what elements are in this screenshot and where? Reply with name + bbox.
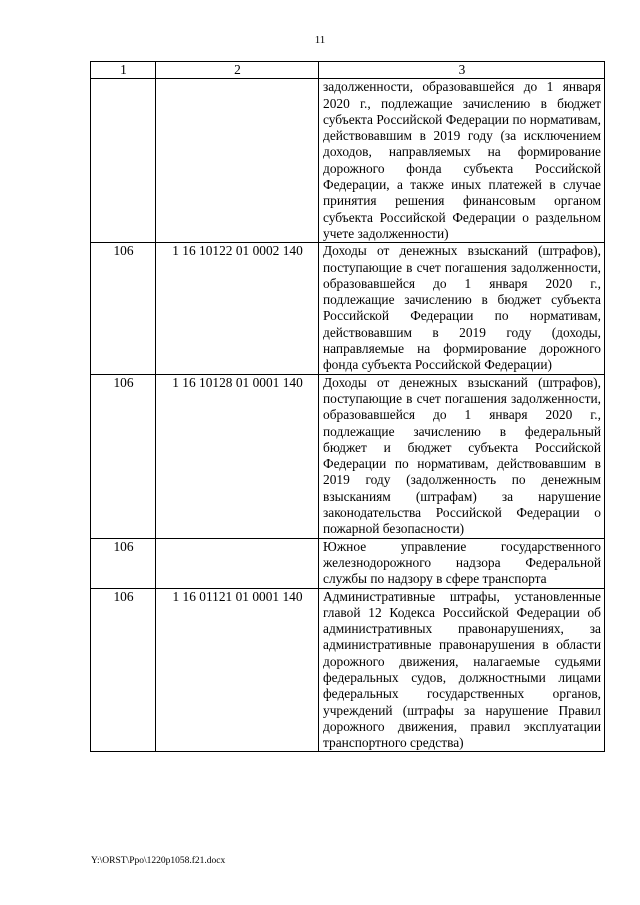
description-cell: Доходы от денежных взысканий (штрафов), поступающие в счет погашения задолженности, образовавшейся до 1 января 2020 г., подлежащие зачислению в федеральный бюджет и бюджет субъекта Российской Федерации по нормативам, действовавшим в 2019 году (задолженность по денежным взысканиям (штрафам) за нарушение законодательства Российской Федерации о пожарной безопасности) (319, 374, 605, 538)
table-row (91, 538, 605, 588)
admin-code-cell: 106 (91, 243, 156, 374)
budget-code-cell: 1 16 10122 01 0002 140 (156, 243, 319, 374)
table-row (91, 588, 605, 752)
header-col-1: 1 (91, 62, 156, 79)
description-cell: задолженности, образовавшейся до 1 января 2020 г., подлежащие зачислению в бюджет субъекта Российской Федерации по нормативам, действовавшим в 2019 году (за исключением доходов, направляемых на формирование дорожного фонда субъекта Российской Федерации, а также иных платежей в случае принятия решения финансовым органом субъекта Российской Федерации о раздельном учете задолженности) (319, 79, 605, 243)
budget-code-cell (156, 79, 319, 243)
table-row (91, 374, 605, 538)
description-cell: Административные штрафы, установленные главой 12 Кодекса Российской Федерации об административных правонарушениях, за административные правонарушения в области дорожного движения, налагаемые судьями федеральных судов, должностными лицами федеральных государственных органов, учреждений (штрафы за нарушение Правил дорожного движения, правил эксплуатации транспортного средства) (319, 588, 605, 752)
page-number: 11 (314, 34, 326, 46)
description-cell: Южное управление государственного железнодорожного надзора Федеральной службы по надзору в сфере транспорта (319, 538, 605, 588)
admin-code-cell: 106 (91, 374, 156, 538)
admin-code-cell: 106 (91, 538, 156, 588)
budget-code-cell: 1 16 10128 01 0001 140 (156, 374, 319, 538)
header-col-2: 2 (156, 62, 319, 79)
header-col-3: 3 (319, 62, 605, 79)
budget-codes-table (90, 61, 605, 752)
description-cell: Доходы от денежных взысканий (штрафов), поступающие в счет погашения задолженности, образовавшейся до 1 января 2020 г., подлежащие зачислению в бюджет субъекта Российской Федерации по нормативам, действовавшим в 2019 году (доходы, направляемые на формирование дорожного фонда субъекта Российской Федерации) (319, 243, 605, 374)
budget-code-cell: 1 16 01121 01 0001 140 (156, 588, 319, 752)
admin-code-cell (91, 79, 156, 243)
table-row (91, 79, 605, 243)
budget-code-cell (156, 538, 319, 588)
file-path-footer: Y:\ORST\Ppo\1220p1058.f21.docx (91, 856, 226, 866)
table-row (91, 243, 605, 374)
table-header-row (91, 62, 605, 79)
admin-code-cell: 106 (91, 588, 156, 752)
